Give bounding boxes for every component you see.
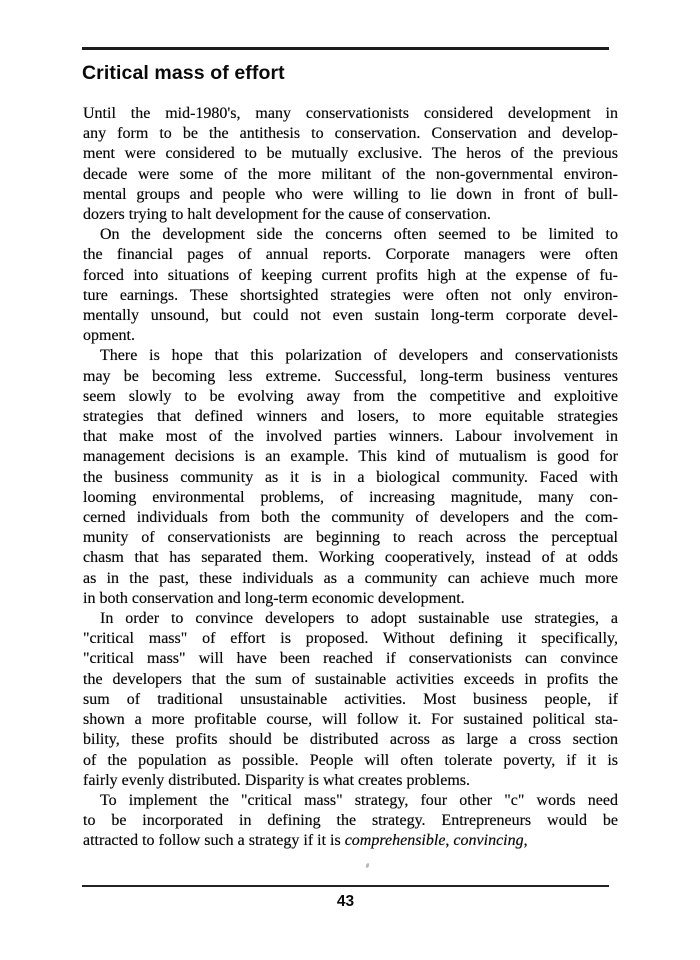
text-line: shown a more profitable course, will follow it. For sustained political sta- <box>83 711 618 729</box>
text-line: the developers that the sum of sustainable activities exceeds in profits the <box>83 670 618 688</box>
text-line: any form to be the antithesis to conservation. Conservation and develop- <box>83 125 618 143</box>
text-line: attracted to follow such a strategy if it is comprehensible, convincing, <box>83 832 528 850</box>
paragraph <box>83 791 618 852</box>
text-line: as in the past, these individuals as a community can achieve much more <box>83 569 618 587</box>
text-line: strategies that defined winners and losers, to more equitable strategies <box>83 408 618 426</box>
text-line: fairly evenly distributed. Disparity is what creates problems. <box>83 771 471 789</box>
text-line: that make most of the involved parties winners. Labour involvement in <box>83 428 618 446</box>
text-line: of the population as possible. People will often tolerate poverty, if it is <box>83 751 618 769</box>
text-line: may be becoming less extreme. Successful, long-term business ventures <box>83 367 618 385</box>
body-text <box>83 104 618 852</box>
text-line: "critical mass" of effort is proposed. Without defining it specifically, <box>83 630 618 648</box>
bottom-divider <box>82 885 609 887</box>
text-line: dozers trying to halt development for the cause of conservation. <box>83 206 491 224</box>
text-line: opment. <box>83 327 135 345</box>
page-number: 43 <box>336 893 355 910</box>
text-line: chasm that has separated them. Working cooperatively, instead of at odds <box>83 549 618 567</box>
paragraph <box>83 346 618 609</box>
paragraph <box>83 104 618 225</box>
text-line: ment were considered to be mutually exclusive. The heros of the previous <box>83 145 618 163</box>
text-line: "critical mass" will have been reached if conservationists can convince <box>83 650 618 668</box>
paragraph <box>83 609 618 791</box>
text-line: cerned individuals from both the community of developers and the com- <box>83 509 618 527</box>
text-line: to be incorporated in defining the strategy. Entrepreneurs would be <box>83 812 618 830</box>
text-line: Until the mid-1980's, many conservationists considered development in <box>83 105 618 122</box>
text-line: forced into situations of keeping current profits high at the expense of fu- <box>83 266 618 284</box>
text-line: ture earnings. These shortsighted strategies were often not only environ- <box>83 286 618 304</box>
paragraph <box>83 225 618 346</box>
section-heading: Critical mass of effort <box>82 62 285 84</box>
text-line: the business community as it is in a biological community. Faced with <box>83 468 618 486</box>
text-line: mental groups and people who were willing to lie down in front of bull- <box>83 185 618 203</box>
text-line: in both conservation and long-term economic development. <box>83 589 465 607</box>
text-line: To implement the "critical mass" strategy, four other "c" words need <box>100 791 618 809</box>
text-line: seem slowly to be evolving away from the competitive and exploitive <box>83 387 618 405</box>
text-line: the financial pages of annual reports. Corporate managers were often <box>83 246 618 264</box>
text-line: munity of conservationists are beginning to reach across the perceptual <box>83 529 618 547</box>
text-line: In order to convince developers to adopt sustainable use strategies, a <box>100 610 618 628</box>
text-line: looming environmental problems, of increasing magnitude, many con- <box>83 488 618 506</box>
text-line: There is hope that this polarization of developers and conservationists <box>100 347 618 365</box>
text-line: sum of traditional unsustainable activities. Most business people, if <box>83 690 618 708</box>
text-line: On the development side the concerns often seemed to be limited to <box>100 226 618 244</box>
scan-speck <box>365 863 370 869</box>
text-line: management decisions is an example. This kind of mutualism is good for <box>83 448 618 466</box>
text-line: mentally unsound, but could not even sustain long-term corporate devel- <box>83 307 618 325</box>
text-line: bility, these profits should be distributed across as large a cross section <box>83 731 618 749</box>
text-line: decade were some of the more militant of the non-governmental environ- <box>83 165 618 183</box>
top-divider <box>82 47 609 50</box>
